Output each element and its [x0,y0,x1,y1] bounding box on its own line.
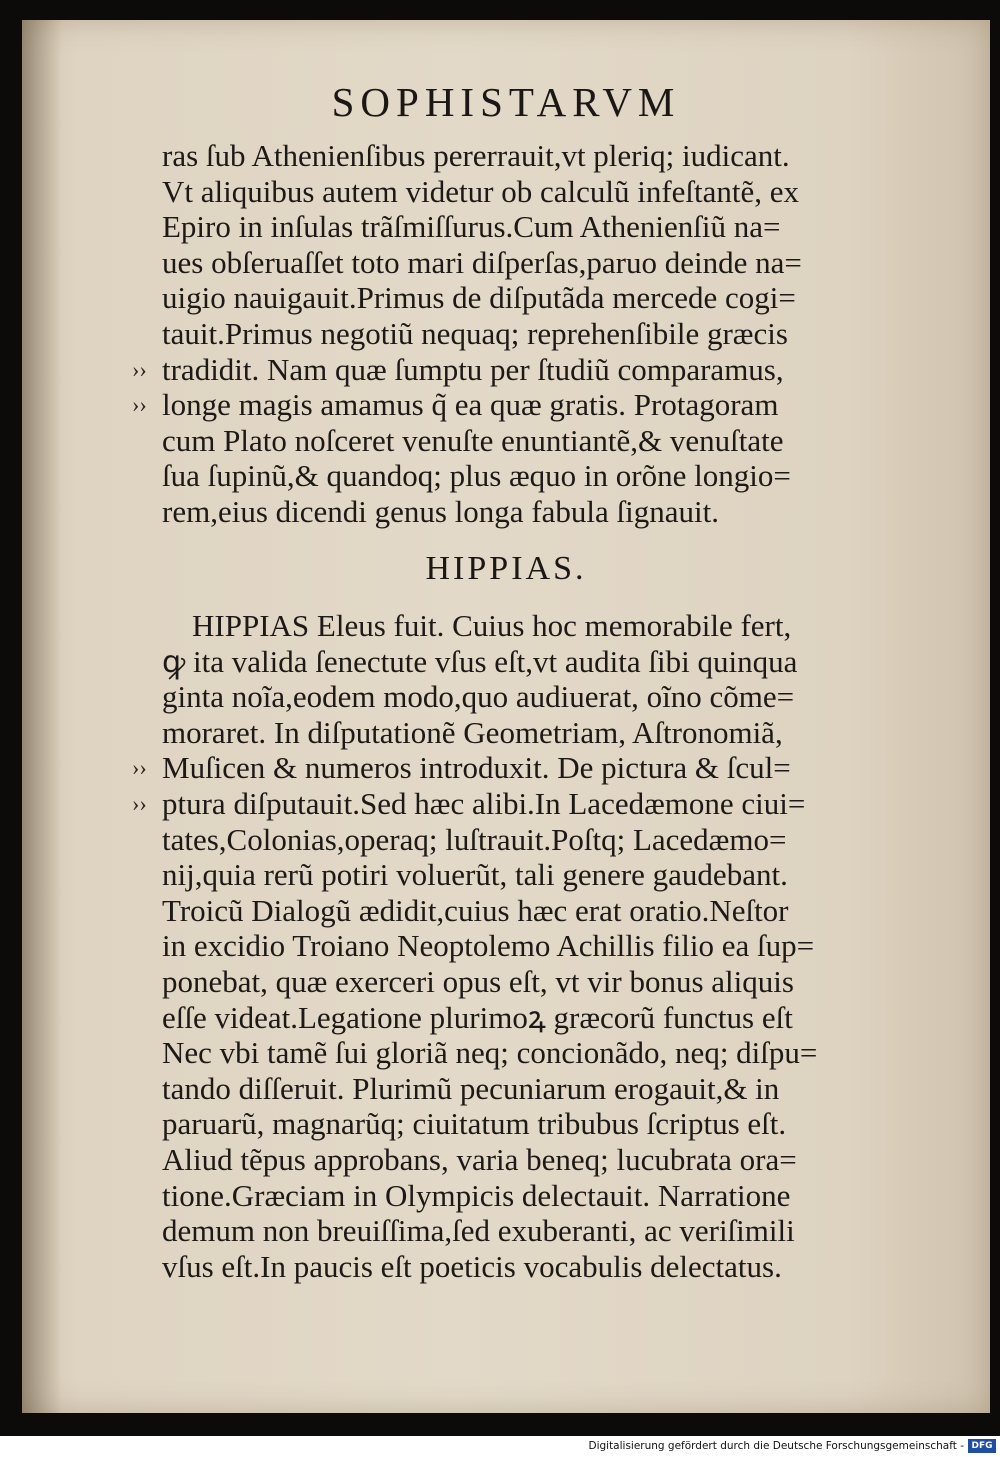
text-line [162,893,922,929]
line-text: demum non breuiſſima,ſed exuberanti, ac veriſimili [162,1213,795,1249]
text-line [162,494,922,530]
margin-quote-mark: ›› [132,356,147,382]
line-text: tauit.Primus negotiũ nequaq; reprehenſibile græcis [162,315,788,351]
line-text: tando diſſeruit. Plurimũ pecuniarum erogauit,& in [162,1070,780,1106]
paragraph-protagoras [132,138,922,530]
line-text: longe magis amamus q̃ ea quæ gratis. Protagoram [162,387,779,423]
section-heading-hippias: HIPPIAS. [425,550,587,587]
text-line [162,715,922,751]
line-text: ras ſub Athenienſibus pererrauit,vt pleriq; iudicant. [162,138,790,173]
text-line [162,928,922,964]
text-line [162,1071,922,1107]
margin-quote-mark: ›› [132,755,147,781]
text-line [162,1142,922,1178]
text-line [162,679,922,715]
line-text: Epiro in inſulas trãſmiſſurus.Cum Athenienſiũ na= [162,209,781,245]
text-line [162,245,922,281]
line-text: Troicũ Dialogũ ædidit,cuius hæc erat oratio.Neſtor [162,892,789,928]
line-text: paruarũ, magnarũq; ciuitatum tribubus ſcriptus eſt. [162,1106,787,1142]
text-line [162,644,922,680]
text-line [132,750,922,786]
line-text: tradidit. Nam quæ ſumptu per ſtudiũ comparamus, [162,351,784,387]
book-page [22,20,990,1413]
line-text: Vt aliquibus autem videtur ob calculũ infeſtantẽ, ex [162,173,800,209]
text-line [162,423,922,459]
text-line [162,316,922,352]
line-text: ues obſeruaſſet toto mari diſperſas,paruo deinde na= [162,244,802,280]
line-text: vſus eſt.In paucis eſt poeticis vocabulis delectatus. [162,1248,782,1284]
funding-credit: Digitalisierung gefördert durch die Deutsche Forschungsgemeinschaft - [588,1440,964,1452]
margin-quote-mark: ›› [132,790,147,816]
line-text: Nec vbi tamẽ ſui gloriã neq; concionãdo, neq; diſpu= [162,1035,818,1071]
text-line [162,1106,922,1142]
text-line [132,351,922,388]
running-head: SOPHISTARVM [331,79,681,125]
line-text: ginta noĩa,eodem modo,quo audiuerat, oĩno cõme= [162,679,795,715]
line-text: tione.Græciam in Olympicis delectauit. Narratione [162,1177,791,1213]
line-text: uigio nauigauit.Primus de diſputãda mercede cogi= [162,280,796,316]
text-line [162,1249,922,1285]
line-text: ꝙ ita valida ſenectute vſus eſt,vt audita ſibi quinqua [162,643,798,679]
text-line [132,387,922,423]
text-line [162,1000,922,1036]
text-line [162,1178,922,1214]
line-text: ſua ſupinũ,& quandoq; plus æquo in orõne longio= [162,458,791,494]
text-line [162,608,922,644]
text-line [162,822,922,858]
text-line [162,1213,922,1249]
line-text: in excidio Troiano Neoptolemo Achillis filio ea ſup= [162,928,815,964]
text-line [162,280,922,316]
line-text: moraret. In diſputationẽ Geometriam, Aſtronomiã, [162,714,783,750]
line-text: eſſe videat.Legatione plurimoꝝ græcorũ functus eſt [162,999,793,1035]
text-line [132,785,922,822]
line-text: nij,quia rerũ potiri voluerũt, tali genere gaudebant. [162,857,788,893]
line-text: ptura diſputauit.Sed hæc alibi.In Lacedæmone ciui= [162,785,806,821]
line-text: cum Plato noſceret venuſte enuntiantẽ,& venuſtate [162,422,784,458]
text-line [162,209,922,245]
paragraph-hippias [132,608,922,1284]
line-text: rem,eius dicendi genus longa fabula ſignauit. [162,493,719,529]
dfg-logo: DFG [968,1439,996,1453]
text-line [162,857,922,893]
text-line [162,174,922,210]
line-text: Muſicen & numeros introduxit. De pictura & ſcul= [162,750,791,786]
text-line [162,138,922,174]
line-text: HIPPIAS Eleus fuit. Cuius hoc memorabile fert, [192,608,792,643]
text-line [162,1035,922,1071]
page-gutter-shadow [22,20,62,1413]
line-text: tates,Colonias,operaq; luſtrauit.Poſtq; Lacedæmo= [162,821,787,857]
text-line [162,458,922,494]
line-text: Aliud tẽpus approbans, varia beneq; lucubrata ora= [162,1141,797,1177]
margin-quote-mark: ›› [132,392,147,418]
line-text: ponebat, quæ exerceri opus eſt, vt vir bonus aliquis [162,963,794,999]
text-line [162,964,922,1000]
